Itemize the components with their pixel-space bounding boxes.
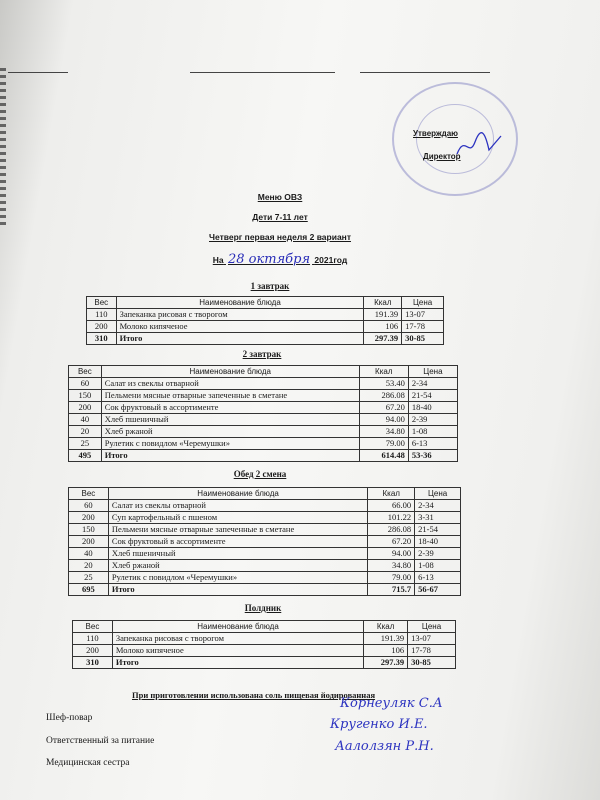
column-header: Вес xyxy=(69,488,109,500)
kcal-cell: 94.00 xyxy=(359,414,408,426)
kcal-cell: 94.00 xyxy=(368,548,415,560)
kcal-cell: 66.00 xyxy=(368,500,415,512)
dish-name-cell: Пельмени мясные отварные запеченные в сметане xyxy=(108,524,367,536)
kcal-cell: 53.40 xyxy=(359,378,408,390)
column-header: Цена xyxy=(415,488,461,500)
column-header: Ккал xyxy=(359,366,408,378)
kcal-cell: 34.80 xyxy=(368,560,415,572)
total-weight-cell: 695 xyxy=(69,584,109,596)
menu-table-lunch xyxy=(68,487,461,596)
dish-name-cell: Сок фруктовый в ассортименте xyxy=(108,536,367,548)
dish-name-cell: Молоко кипяченое xyxy=(112,645,363,657)
weight-cell: 60 xyxy=(69,500,109,512)
table-row xyxy=(87,309,444,321)
weight-cell: 150 xyxy=(69,390,102,402)
section-title-lunch: Обед 2 смена xyxy=(233,469,287,479)
menu-table-breakfast-1 xyxy=(86,296,444,345)
dish-name-cell: Молоко кипяченое xyxy=(116,321,364,333)
table-row xyxy=(69,438,458,450)
price-cell: 18-40 xyxy=(415,536,461,548)
total-weight-cell: 310 xyxy=(87,333,117,345)
approval-label: Утверждаю xyxy=(413,129,458,138)
price-cell: 13-07 xyxy=(408,633,456,645)
top-rule-right xyxy=(360,72,490,73)
kcal-cell: 34.80 xyxy=(359,426,408,438)
price-cell: 21-54 xyxy=(408,390,457,402)
total-kcal-cell: 297.39 xyxy=(364,333,402,345)
kcal-cell: 191.39 xyxy=(364,309,402,321)
price-cell: 1-08 xyxy=(415,560,461,572)
kcal-cell: 101.22 xyxy=(368,512,415,524)
table-row xyxy=(69,560,461,572)
weight-cell: 200 xyxy=(73,645,113,657)
weight-cell: 20 xyxy=(69,426,102,438)
menu-table-snack xyxy=(72,620,456,669)
price-cell: 13-07 xyxy=(402,309,444,321)
salt-note: При приготовлении использована соль пищевая йодированная xyxy=(132,690,376,700)
column-header: Вес xyxy=(69,366,102,378)
table-header-row xyxy=(69,488,461,500)
dish-name-cell: Сок фруктовый в ассортименте xyxy=(101,402,359,414)
date-handwritten: 28 октября xyxy=(227,252,311,267)
column-header: Вес xyxy=(73,621,113,633)
dish-name-cell: Салат из свеклы отварной xyxy=(101,378,359,390)
column-header: Вес xyxy=(87,297,117,309)
date-prefix: На xyxy=(212,255,224,265)
price-cell: 17-78 xyxy=(408,645,456,657)
staff-nutrition: Ответственный за питание xyxy=(46,736,155,746)
column-header: Ккал xyxy=(364,621,408,633)
weight-cell: 150 xyxy=(69,524,109,536)
weight-cell: 200 xyxy=(87,321,117,333)
kcal-cell: 67.20 xyxy=(368,536,415,548)
price-cell: 21-54 xyxy=(415,524,461,536)
weight-cell: 110 xyxy=(87,309,117,321)
price-cell: 2-34 xyxy=(408,378,457,390)
price-cell: 2-39 xyxy=(408,414,457,426)
total-weight-cell: 310 xyxy=(73,657,113,669)
dish-name-cell: Пельмени мясные отварные запеченные в сметане xyxy=(101,390,359,402)
table-row xyxy=(69,500,461,512)
weight-cell: 110 xyxy=(73,633,113,645)
director-label: Директор xyxy=(423,152,461,161)
total-dish-name-cell: Итого xyxy=(101,450,359,462)
age-group: Дети 7-11 лет xyxy=(252,212,308,222)
kcal-cell: 191.39 xyxy=(364,633,408,645)
weight-cell: 200 xyxy=(69,512,109,524)
dish-name-cell: Хлеб ржаной xyxy=(108,560,367,572)
menu-date-line xyxy=(0,252,560,267)
table-header-row xyxy=(69,366,458,378)
kcal-cell: 79.00 xyxy=(368,572,415,584)
menu-table-breakfast-2 xyxy=(68,365,458,462)
price-cell: 2-39 xyxy=(415,548,461,560)
signature-nurse: Аалолзян Р.Н. xyxy=(335,739,434,754)
table-row xyxy=(69,572,461,584)
dish-name-cell: Хлеб пшеничный xyxy=(101,414,359,426)
section-title-breakfast-2: 2 завтрак xyxy=(242,349,282,359)
table-header-row xyxy=(73,621,456,633)
date-suffix: 2021год xyxy=(314,255,348,265)
total-price-cell: 30-85 xyxy=(408,657,456,669)
table-total-row xyxy=(87,333,444,345)
kcal-cell: 106 xyxy=(364,321,402,333)
column-header: Наименование блюда xyxy=(116,297,364,309)
table-row xyxy=(73,633,456,645)
table-total-row xyxy=(69,584,461,596)
signature-chef: Корнеуляк С.А xyxy=(340,696,443,711)
table-row xyxy=(69,426,458,438)
price-cell: 2-34 xyxy=(415,500,461,512)
total-dish-name-cell: Итого xyxy=(116,333,364,345)
total-dish-name-cell: Итого xyxy=(108,584,367,596)
table-total-row xyxy=(73,657,456,669)
table-row xyxy=(69,414,458,426)
column-header: Наименование блюда xyxy=(108,488,367,500)
table-row xyxy=(69,524,461,536)
price-cell: 6-13 xyxy=(408,438,457,450)
section-title-breakfast-1: 1 завтрак xyxy=(250,281,290,291)
table-header-row xyxy=(87,297,444,309)
weight-cell: 25 xyxy=(69,572,109,584)
total-dish-name-cell: Итого xyxy=(112,657,363,669)
top-rule-left xyxy=(8,72,68,73)
dish-name-cell: Хлеб пшеничный xyxy=(108,548,367,560)
table-row xyxy=(69,390,458,402)
menu-title: Меню ОВЗ xyxy=(257,192,303,202)
dish-name-cell: Рулетик с повидлом «Черемушки» xyxy=(108,572,367,584)
weight-cell: 40 xyxy=(69,548,109,560)
dish-name-cell: Салат из свеклы отварной xyxy=(108,500,367,512)
total-price-cell: 53-36 xyxy=(408,450,457,462)
weight-cell: 200 xyxy=(69,536,109,548)
total-weight-cell: 495 xyxy=(69,450,102,462)
dish-name-cell: Суп картофельный с пшеном xyxy=(108,512,367,524)
dish-name-cell: Хлеб ржаной xyxy=(101,426,359,438)
weight-cell: 20 xyxy=(69,560,109,572)
kcal-cell: 286.08 xyxy=(368,524,415,536)
weight-cell: 25 xyxy=(69,438,102,450)
weight-cell: 60 xyxy=(69,378,102,390)
table-row xyxy=(69,536,461,548)
staff-nurse: Медицинская сестра xyxy=(46,758,130,768)
dish-name-cell: Рулетик с повидлом «Черемушки» xyxy=(101,438,359,450)
kcal-cell: 286.08 xyxy=(359,390,408,402)
weight-cell: 40 xyxy=(69,414,102,426)
table-row xyxy=(69,402,458,414)
column-header: Ккал xyxy=(364,297,402,309)
table-row xyxy=(73,645,456,657)
column-header: Цена xyxy=(402,297,444,309)
day-variant: Четверг первая неделя 2 вариант xyxy=(209,232,351,242)
price-cell: 1-08 xyxy=(408,426,457,438)
signature-nutrition: Кругенко И.Е. xyxy=(330,717,428,732)
section-title-snack: Полдник xyxy=(244,603,282,613)
column-header: Цена xyxy=(408,366,457,378)
table-row xyxy=(69,378,458,390)
price-cell: 6-13 xyxy=(415,572,461,584)
total-kcal-cell: 614.48 xyxy=(359,450,408,462)
price-cell: 18-40 xyxy=(408,402,457,414)
table-row xyxy=(87,321,444,333)
column-header: Наименование блюда xyxy=(101,366,359,378)
kcal-cell: 67.20 xyxy=(359,402,408,414)
staff-chef: Шеф-повар xyxy=(46,713,93,723)
top-rule-center xyxy=(190,72,335,73)
dish-name-cell: Запеканка рисовая с творогом xyxy=(116,309,364,321)
table-total-row xyxy=(69,450,458,462)
total-kcal-cell: 297.39 xyxy=(364,657,408,669)
total-price-cell: 30-85 xyxy=(402,333,444,345)
table-row xyxy=(69,512,461,524)
dish-name-cell: Запеканка рисовая с творогом xyxy=(112,633,363,645)
price-cell: 17-78 xyxy=(402,321,444,333)
total-kcal-cell: 715.7 xyxy=(368,584,415,596)
column-header: Цена xyxy=(408,621,456,633)
column-header: Наименование блюда xyxy=(112,621,363,633)
column-header: Ккал xyxy=(368,488,415,500)
kcal-cell: 106 xyxy=(364,645,408,657)
scan-edge-marks xyxy=(0,68,6,228)
total-price-cell: 56-67 xyxy=(415,584,461,596)
table-row xyxy=(69,548,461,560)
price-cell: 3-31 xyxy=(415,512,461,524)
kcal-cell: 79.00 xyxy=(359,438,408,450)
weight-cell: 200 xyxy=(69,402,102,414)
director-signature-icon xyxy=(455,128,505,162)
